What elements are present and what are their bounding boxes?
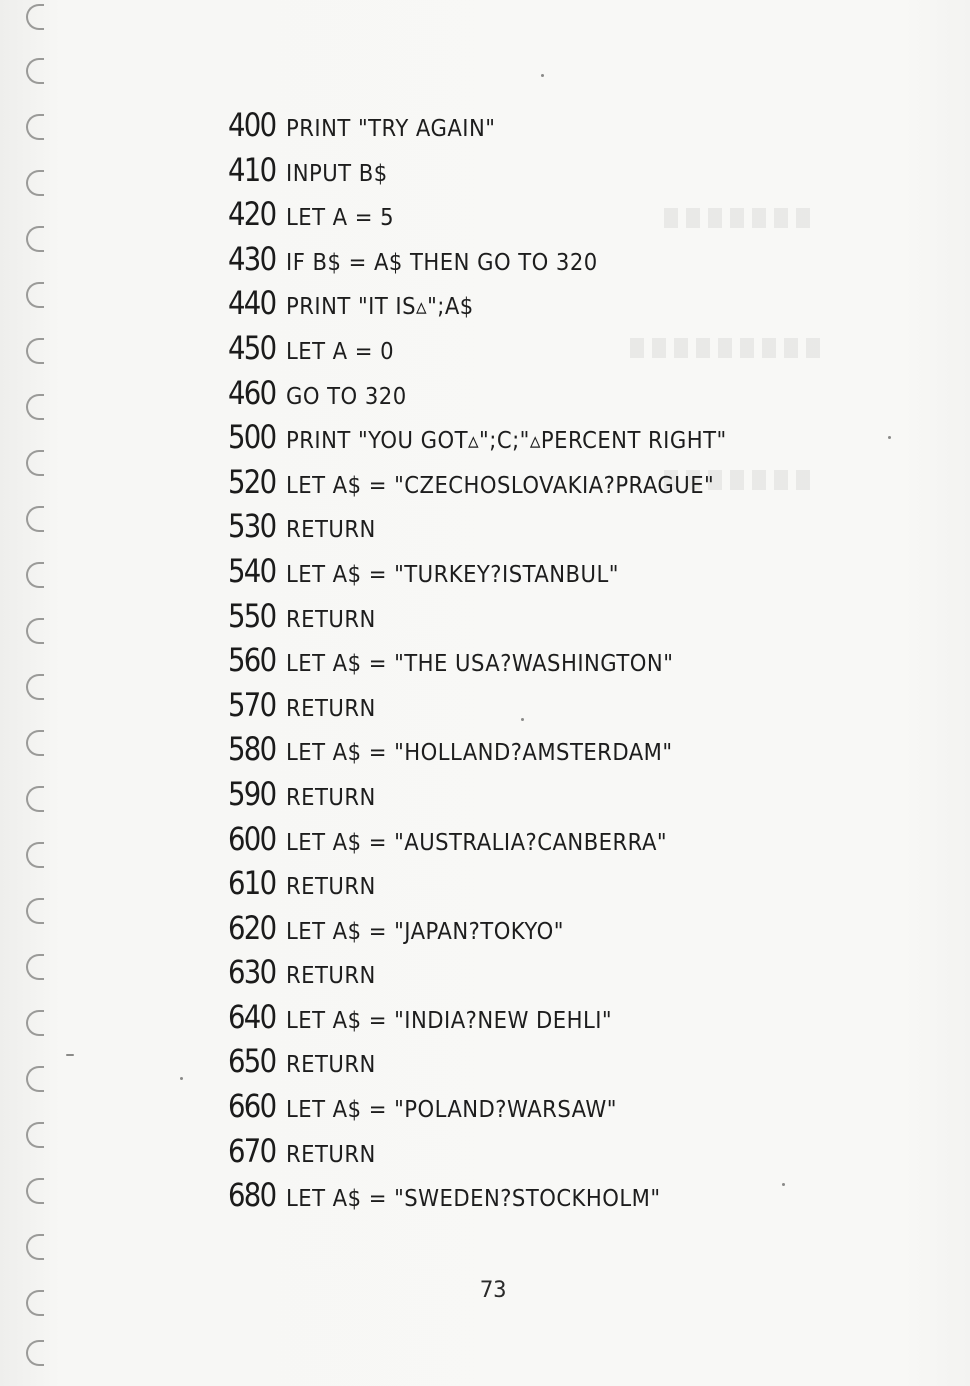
- binder-hole-icon: [26, 1122, 44, 1148]
- code-line: [228, 864, 765, 909]
- binder-hole-icon: [26, 58, 44, 84]
- code-line: [228, 686, 765, 731]
- paper-speck: [782, 1183, 785, 1186]
- code-statement: LET A$ = "CZECHOSLOVAKIA?PRAGUE": [286, 472, 715, 499]
- code-statement: LET A$ = "AUSTRALIA?CANBERRA": [286, 829, 668, 856]
- code-line: [228, 329, 765, 374]
- code-statement: RETURN: [286, 517, 376, 544]
- binder-hole-icon: [26, 618, 44, 644]
- code-statement: LET A$ = "JAPAN?TOKYO": [286, 918, 564, 945]
- binder-hole-icon: [26, 562, 44, 588]
- line-number: 460: [228, 373, 276, 412]
- code-statement: IF B$ = A$ THEN GO TO 320: [286, 249, 598, 276]
- line-number: 530: [228, 507, 276, 546]
- line-number: 430: [228, 239, 276, 278]
- paper-speck: [541, 74, 544, 77]
- code-line: [228, 597, 765, 642]
- code-line: [228, 240, 765, 285]
- code-statement: LET A$ = "POLAND?WARSAW": [286, 1097, 617, 1124]
- code-statement: RETURN: [286, 606, 376, 633]
- code-line: [228, 374, 765, 419]
- code-line: [228, 507, 765, 552]
- line-number: 400: [228, 106, 276, 144]
- line-number: 550: [228, 596, 276, 635]
- line-number: 590: [228, 774, 276, 813]
- page-number: 73: [480, 1278, 507, 1303]
- code-statement: RETURN: [286, 874, 376, 901]
- line-number: 440: [228, 284, 276, 323]
- code-line: [228, 953, 765, 998]
- code-line: [228, 909, 765, 954]
- code-line: [228, 820, 765, 865]
- binder-hole-icon: [26, 4, 44, 30]
- line-number: 600: [228, 819, 276, 858]
- code-line: [228, 552, 765, 597]
- code-statement: RETURN: [286, 784, 376, 811]
- line-number: 410: [228, 150, 276, 189]
- line-number: 630: [228, 953, 276, 992]
- code-statement: INPUT B$: [286, 160, 388, 187]
- paper-speck: [66, 1054, 74, 1056]
- paper-speck: [180, 1077, 183, 1080]
- binder-hole-icon: [26, 506, 44, 532]
- binder-holes: [14, 0, 54, 1386]
- line-number: 420: [228, 195, 276, 234]
- code-line: [228, 195, 765, 240]
- code-line: [228, 463, 765, 508]
- code-statement: LET A$ = "INDIA?NEW DEHLI": [286, 1007, 613, 1034]
- binder-hole-icon: [26, 338, 44, 364]
- binder-hole-icon: [26, 170, 44, 196]
- code-statement: PRINT "TRY AGAIN": [286, 116, 496, 142]
- binder-hole-icon: [26, 394, 44, 420]
- line-number: 580: [228, 730, 276, 769]
- paper-speck: [521, 718, 524, 721]
- code-statement: LET A$ = "THE USA?WASHINGTON": [286, 651, 674, 678]
- line-number: 650: [228, 1042, 276, 1081]
- code-statement: LET A$ = "TURKEY?ISTANBUL": [286, 561, 619, 588]
- line-number: 570: [228, 685, 276, 724]
- binder-hole-icon: [26, 730, 44, 756]
- paper-speck: [888, 436, 891, 439]
- binder-hole-icon: [26, 842, 44, 868]
- line-number: 450: [228, 328, 276, 367]
- binder-hole-icon: [26, 226, 44, 252]
- code-line: [228, 106, 765, 151]
- binder-hole-icon: [26, 1234, 44, 1260]
- binder-hole-icon: [26, 114, 44, 140]
- binder-hole-icon: [26, 674, 44, 700]
- binder-hole-icon: [26, 1010, 44, 1036]
- binder-hole-icon: [26, 898, 44, 924]
- code-statement: PRINT "IT IS▵";A$: [286, 294, 474, 321]
- code-line: [228, 1087, 765, 1132]
- line-number: 610: [228, 864, 276, 903]
- code-line: [228, 775, 765, 820]
- binder-hole-icon: [26, 954, 44, 980]
- binder-hole-icon: [26, 1290, 44, 1316]
- line-number: 680: [228, 1176, 276, 1215]
- code-statement: PRINT "YOU GOT▵";C;"▵PERCENT RIGHT": [286, 428, 727, 455]
- code-line: [228, 1176, 765, 1221]
- code-line: [228, 418, 765, 463]
- code-statement: LET A = 0: [286, 338, 395, 365]
- line-number: 540: [228, 551, 276, 590]
- code-statement: RETURN: [286, 695, 376, 722]
- code-line: [228, 1132, 765, 1177]
- line-number: 620: [228, 908, 276, 947]
- binder-hole-icon: [26, 1066, 44, 1092]
- code-line: [228, 284, 765, 329]
- code-statement: LET A = 5: [286, 205, 395, 232]
- code-statement: RETURN: [286, 1052, 376, 1079]
- line-number: 560: [228, 641, 276, 680]
- line-number: 500: [228, 418, 276, 457]
- binder-hole-icon: [26, 786, 44, 812]
- binder-hole-icon: [26, 1340, 44, 1366]
- line-number: 670: [228, 1131, 276, 1170]
- binder-hole-icon: [26, 282, 44, 308]
- code-statement: GO TO 320: [286, 383, 407, 410]
- code-line: [228, 151, 765, 196]
- binder-hole-icon: [26, 1178, 44, 1204]
- code-statement: RETURN: [286, 963, 376, 990]
- line-number: 660: [228, 1087, 276, 1126]
- line-number: 640: [228, 997, 276, 1036]
- line-number: 520: [228, 462, 276, 501]
- code-line: [228, 1042, 765, 1087]
- code-statement: RETURN: [286, 1141, 376, 1168]
- code-statement: LET A$ = "HOLLAND?AMSTERDAM": [286, 740, 673, 767]
- code-line: [228, 641, 765, 686]
- code-line: [228, 730, 765, 775]
- basic-program-listing: [228, 106, 765, 1221]
- code-line: [228, 998, 765, 1043]
- code-statement: LET A$ = "SWEDEN?STOCKHOLM": [286, 1186, 661, 1213]
- binder-hole-icon: [26, 450, 44, 476]
